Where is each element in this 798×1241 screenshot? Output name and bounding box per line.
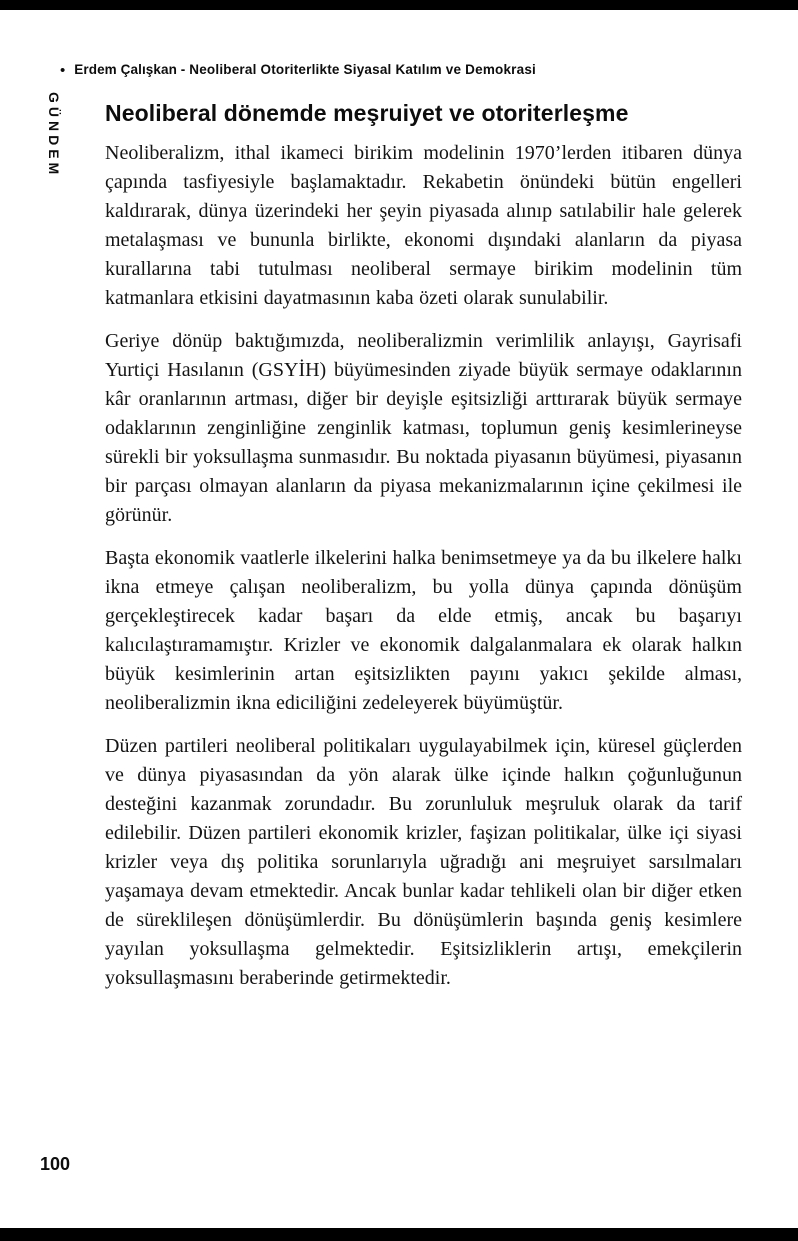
running-header [60, 61, 760, 79]
paragraph: Neoliberalizm, ithal ikameci birikim modelinin 1970’lerden itibaren dünya çapında tasfiyesiyle başlamaktadır. Rekabetin önündeki bütün engelleri kaldırarak, dünya üzerindeki her şeyin piyasada alınıp satılabilir hale gelerek metalaşması ve bununla birlikte, ekonomi dışındaki alanların da piyasa kurallarına tabi tutulması neoliberal sermaye birikim modelinin tüm katmanlara etkisini dayatmasının kaba özeti olarak sunulabilir. [105, 142, 742, 309]
page-content [105, 99, 742, 1007]
body-text [105, 139, 742, 993]
series-label-vertical: GÜNDEM [46, 92, 62, 179]
bottom-edge-bar [0, 1228, 798, 1241]
page-number: 100 [40, 1154, 71, 1174]
top-edge-bar [0, 0, 798, 10]
paragraph: Geriye dönüp baktığımızda, neoliberalizmin verimlilik anlayışı, Gayrisafi Yurtiçi Hasılanın (GSYİH) büyümesinden ziyade büyük sermaye odaklarının kâr oranlarının artması, diğer bir deyişle eşitsizliği arttırarak büyük sermaye odaklarının zenginliğine zenginlik katması, toplumun geniş kesimlerineyse sürekli bir yoksullaşma sunmasıdır. Bu noktada piyasanın büyümesi, piyasanın bir parçası olmayan alanların da piyasa mekanizmalarının içine çekilmesi ile görünür. [105, 330, 742, 526]
paragraph: Düzen partileri neoliberal politikaları uygulayabilmek için, küresel güçlerden ve dünya piyasasından da yön alarak ülke içinde halkın çoğunluğunun desteğini kazanmak zorundadır. Bu zorunluluk meşruluk olarak da tarif edilebilir. Düzen partileri ekonomik krizler, faşizan politikalar, ülke içi siyasi krizler veya dış politika sorunlarıyla uğradığı ani meşruiyet sarsılmaları yaşamaya devam etmektedir. Ancak bunlar kadar tehlikeli olan bir diğer etken de süreklileşen dönüşümlerdir. Bu dönüşümlerin başında geniş kesimlere yayılan yoksullaşma gelmektedir. Eşitsizliklerin artışı, emekçilerin yoksullaşmasını beraberinde getirmektedir. [105, 735, 742, 989]
section-title: Neoliberal dönemde meşruiyet ve otoriterleşme [105, 100, 629, 126]
paragraph: Başta ekonomik vaatlerle ilkelerini halka benimsetmeye ya da bu ilkelere halkı ikna etmeye çalışan neoliberalizm, bu yolla dünya çapında dönüşüm gerçekleştirecek kadar başarı da elde etmiş, ancak bu başarıyı kalıcılaştıramamıştır. Krizler ve ekonomik dalgalanmalara ek olarak halkın büyük kesimlerinin artan eşitsizlikten payını yakıcı şekilde alması, neoliberalizmin ikna ediciliğini zedeleyerek büyümüştür. [105, 547, 742, 714]
header-bullet: • [60, 62, 66, 79]
header-author: Erdem Çalışkan - [74, 62, 190, 77]
header-book-title: Neoliberal Otoriterlikte Siyasal Katılım ve Demokrasi [189, 62, 537, 77]
